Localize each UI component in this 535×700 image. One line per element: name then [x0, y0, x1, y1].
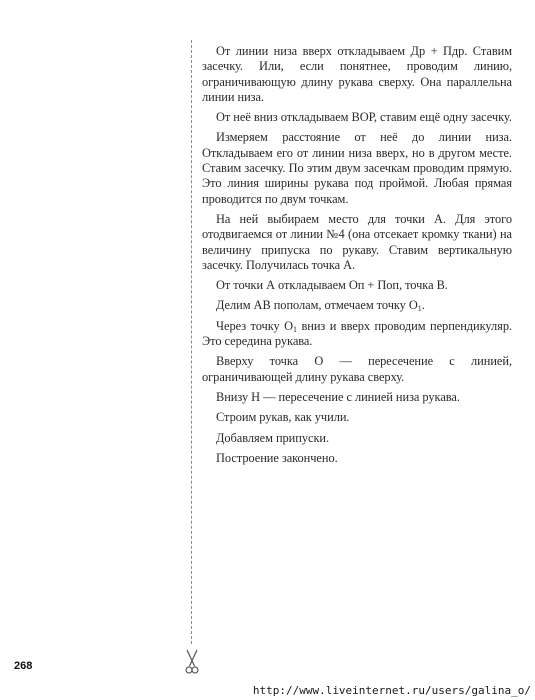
- subscript: 1: [293, 324, 297, 334]
- paragraph: На ней выбираем место для точки А. Для этого отодвигаемся от линии №4 (она отсекает кромку ткани) на величину припуска по рукаву. Ставим вертикальную засечку. Получилась точка А.: [202, 211, 512, 272]
- paragraph: Строим рукав, как учили.: [216, 410, 350, 425]
- article-body: [202, 44, 512, 466]
- paragraph-with-subscript: [202, 298, 512, 313]
- paragraph-text: Делим АВ пополам, отмечаем точку О: [216, 298, 418, 313]
- dashed-cut-line: [191, 40, 192, 644]
- paragraph: Добавляем припуски.: [216, 430, 330, 445]
- paragraph: Вверху точка О — пересечение с линией, ограничивающей длину рукава сверху.: [202, 354, 512, 384]
- paragraph: От линии низа вверх откладываем Др + Пдр. Ставим засечку. Или, если понятнее, проводим линию, ограничивающую длину рукава сверху. Она параллельна линии низа.: [202, 44, 512, 104]
- source-url-watermark[interactable]: http://www.liveinternet.ru/users/galina_o/: [252, 684, 531, 697]
- paragraph-with-subscript: [202, 319, 512, 350]
- page-number: 268: [14, 660, 33, 672]
- paragraph: От неё вниз откладываем ВОР, ставим ещё одну засечку.: [216, 110, 512, 125]
- paragraph-text: .: [421, 298, 425, 313]
- paragraph: Измеряем расстояние от неё до линии низа. Откладываем его от линии низа вверх, но в другом месте. Ставим засечку. По этим двум засечкам проводим прямую. Это линия ширины рукава под проймой. Любая прямая проводится по двум точкам.: [202, 130, 512, 206]
- scissors-icon: [183, 649, 201, 675]
- paragraph: Построение закончено.: [216, 450, 338, 465]
- subscript: 1: [417, 304, 422, 314]
- paragraph-text: Через точку О: [216, 318, 294, 333]
- paragraph: От точки А откладываем Оп + Поп, точка В.: [216, 278, 448, 293]
- paragraph-text: вниз и вверх проводим перпендикуляр. Это середина рукава.: [202, 318, 513, 349]
- paragraph: Внизу Н — пересечение с линией низа рукава.: [216, 389, 460, 404]
